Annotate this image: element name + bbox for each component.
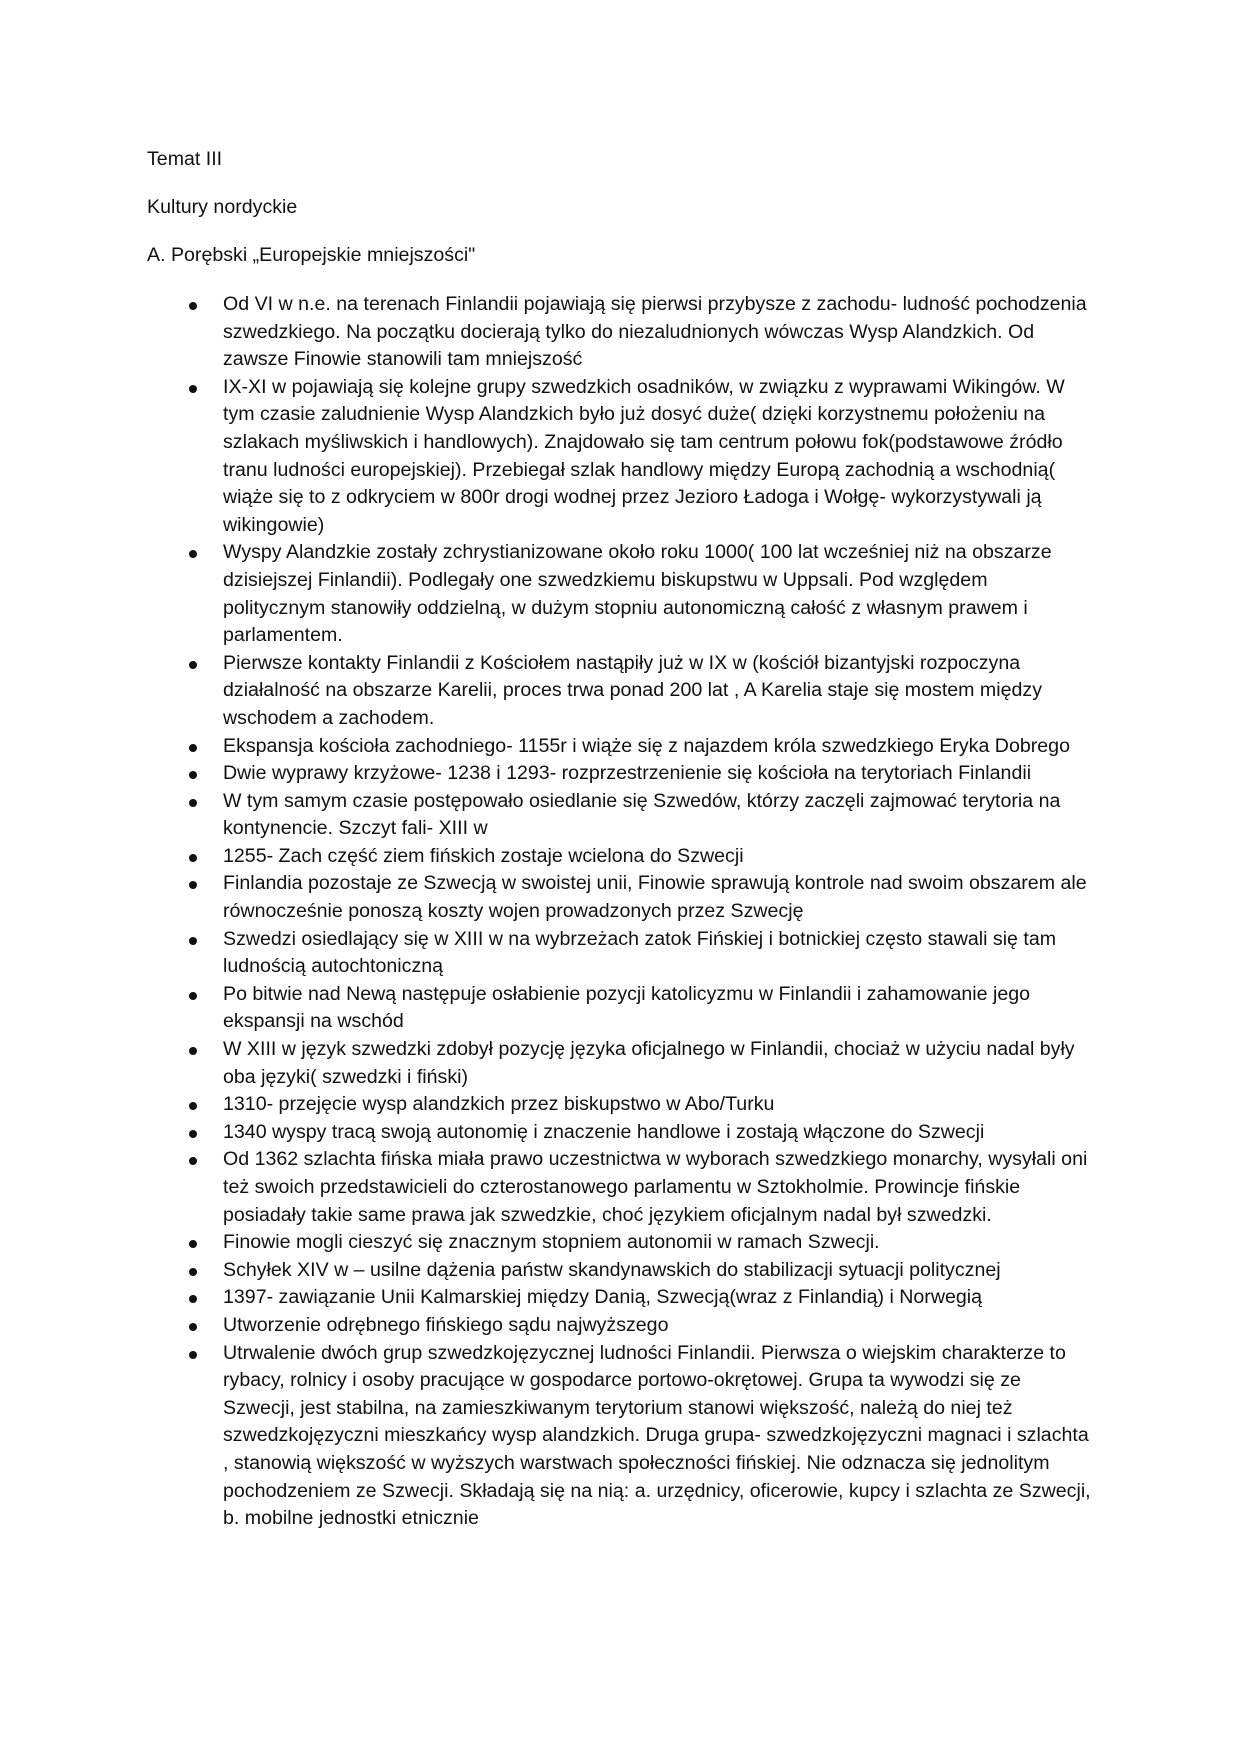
bullet-icon	[189, 385, 197, 393]
bullet-icon	[189, 1323, 197, 1331]
list-item-text: 1397- zawiązanie Unii Kalmarskiej między Danią, Szwecją(wraz z Finlandią) i Norwegią	[223, 1286, 983, 1309]
document-source-reference: A. Porębski „Europejskie mniejszości"	[147, 244, 476, 266]
list-item-text: 1310- przejęcie wysp alandzkich przez biskupstwo w Abo/Turku	[223, 1093, 775, 1116]
document-heading-subject: Kultury nordyckie	[147, 196, 298, 218]
bullet-list	[0, 291, 1240, 1533]
list-item	[0, 1312, 1093, 1340]
list-item-text: 1340 wyspy tracą swoją autonomię i znaczenie handlowe i zostają włączone do Szwecji	[223, 1120, 985, 1143]
list-item-text: Od 1362 szlachta fińska miała prawo uczestnictwa w wyborach szwedzkiego monarchy, wysyłali oni też swoich przedstawicieli do czterostanowego parlamentu w Sztokholmie. Prowincje fińskie posiadały takie same prawa jak szwedzkie, choć językiem oficjalnym nadal był szwedzki.	[223, 1148, 1088, 1226]
bullet-icon	[189, 1268, 197, 1276]
list-item	[0, 650, 1093, 733]
list-item	[0, 1229, 1093, 1257]
bullet-icon	[189, 854, 197, 862]
list-item	[0, 1257, 1093, 1285]
bullet-icon	[189, 881, 197, 889]
list-item-text: Finlandia pozostaje ze Szwecją w swoistej unii, Finowie sprawują kontrole nad swoim obszarem ale równocześnie ponoszą koszty wojen prowadzonych przez Szwecję	[223, 872, 1087, 923]
bullet-icon	[189, 550, 197, 558]
bullet-icon	[189, 1351, 197, 1359]
list-item-text: Utworzenie odrębnego fińskiego sądu najwyższego	[223, 1313, 669, 1336]
list-item	[0, 926, 1093, 981]
document-heading-topic: Temat III	[147, 148, 223, 170]
list-item	[0, 374, 1093, 540]
list-item	[0, 1036, 1093, 1091]
list-item	[0, 1119, 1093, 1147]
bullet-icon	[189, 992, 197, 1000]
list-item	[0, 539, 1093, 649]
bullet-icon	[189, 1102, 197, 1110]
list-item	[0, 1340, 1093, 1533]
list-item-text: Po bitwie nad Newą następuje osłabienie pozycji katolicyzmu w Finlandii i zahamowanie jego ekspansji na wschód	[223, 982, 1031, 1033]
bullet-icon	[189, 744, 197, 752]
bullet-icon	[189, 799, 197, 807]
list-item	[0, 981, 1093, 1036]
list-item-text: 1255- Zach część ziem fińskich zostaje wcielona do Szwecji	[223, 844, 744, 867]
bullet-icon	[189, 1157, 197, 1165]
list-item-text: Wyspy Alandzkie zostały zchrystianizowane około roku 1000( 100 lat wcześniej niż na obszarze dzisiejszej Finlandii). Podlegały one szwedzkiemu biskupstwu w Uppsali. Pod względem politycznym stanowiły oddzielną, w dużym stopniu autonomiczną całość z własnym prawem i parlamentem.	[223, 541, 1052, 647]
bullet-icon	[189, 1047, 197, 1055]
bullet-icon	[189, 302, 197, 310]
list-item	[0, 870, 1093, 925]
list-item-text: Utrwalenie dwóch grup szwedzkojęzycznej ludności Finlandii. Pierwsza o wiejskim charakterze to rybacy, rolnicy i osoby pracujące w gospodarce portowo-okrętowej. Grupa ta wywodzi się ze Szwecji, jest stabilna, na zamieszkiwanym terytorium stanowi większość, należą do niej też szwedzkojęzyczni mieszkańcy wysp alandzkich. Druga grupa- szwedzkojęzyczni magnaci i szlachta , stanowią większość w wyższych warstwach społeczności fińskiej. Nie odznacza się jednolitym pochodzeniem ze Szwecji. Składają się na nią: a. urzędnicy, oficerowie, kupcy i szlachta ze Szwecji, b. mobilne jednostki etnicznie	[223, 1341, 1091, 1530]
list-item-text: IX-XI w pojawiają się kolejne grupy szwedzkich osadników, w związku z wyprawami Wikingów. W tym czasie zaludnienie Wysp Alandzkich było już dosyć duże( dzięki korzystnemu położeniu na szlakach myśliwskich i handlowych). Znajdowało się tam centrum połowu fok(podstawowe źródło tranu ludności europejskiej). Przebiegał szlak handlowy między Europą zachodnią a wschodnią( wiąże się to z odkryciem w 800r drogi wodnej przez Jezioro Ładoga i Wołgę- wykorzystywali ją wikingowie)	[223, 375, 1065, 536]
list-item	[0, 733, 1093, 761]
list-item-text: W XIII w język szwedzki zdobył pozycję języka oficjalnego w Finlandii, chociaż w użyciu nadal były oba języki( szwedzki i fiński)	[223, 1038, 1075, 1088]
list-item-text: W tym samym czasie postępowało osiedlanie się Szwedów, którzy zaczęli zajmować terytoria na kontynencie. Szczyt fali- XIII w	[223, 789, 1061, 840]
list-item-text: Pierwsze kontakty Finlandii z Kościołem nastąpiły już w IX w (kościół bizantyjski rozpoczyna działalność na obszarze Karelii, proces trwa ponad 200 lat , A Karelia staje się mostem między wschodem a zachodem.	[223, 651, 1042, 729]
list-item	[0, 1091, 1093, 1119]
list-item	[0, 760, 1093, 788]
bullet-icon	[189, 1240, 197, 1248]
list-item	[0, 788, 1093, 843]
bullet-icon	[189, 1295, 197, 1303]
list-item	[0, 291, 1093, 374]
list-item-text: Finowie mogli cieszyć się znacznym stopniem autonomii w ramach Szwecji.	[223, 1231, 880, 1254]
list-item-text: Ekspansja kościoła zachodniego- 1155r i wiąże się z najazdem króla szwedzkiego Eryka Dobrego	[223, 734, 1070, 757]
list-item	[0, 1284, 1093, 1312]
bullet-icon	[189, 771, 197, 779]
list-item-text: Od VI w n.e. na terenach Finlandii pojawiają się pierwsi przybysze z zachodu- ludność pochodzenia szwedzkiego. Na początku docierają tylko do niezaludnionych wówczas Wysp Alandzkich. Od zawsze Finowie stanowili tam mniejszość	[223, 293, 1087, 371]
list-item-text: Dwie wyprawy krzyżowe- 1238 i 1293- rozprzestrzenienie się kościoła na terytoriach Finlandii	[223, 762, 1032, 785]
bullet-icon	[189, 661, 197, 669]
list-item-text: Schyłek XIV w – usilne dążenia państw skandynawskich do stabilizacji sytuacji politycznej	[223, 1258, 1001, 1281]
bullet-icon	[189, 937, 197, 945]
list-item	[0, 1146, 1093, 1229]
bullet-icon	[189, 1130, 197, 1138]
list-item-text: Szwedzi osiedlający się w XIII w na wybrzeżach zatok Fińskiej i botnickiej często stawali się tam ludnością autochtoniczną	[223, 927, 1057, 978]
list-item	[0, 843, 1093, 871]
